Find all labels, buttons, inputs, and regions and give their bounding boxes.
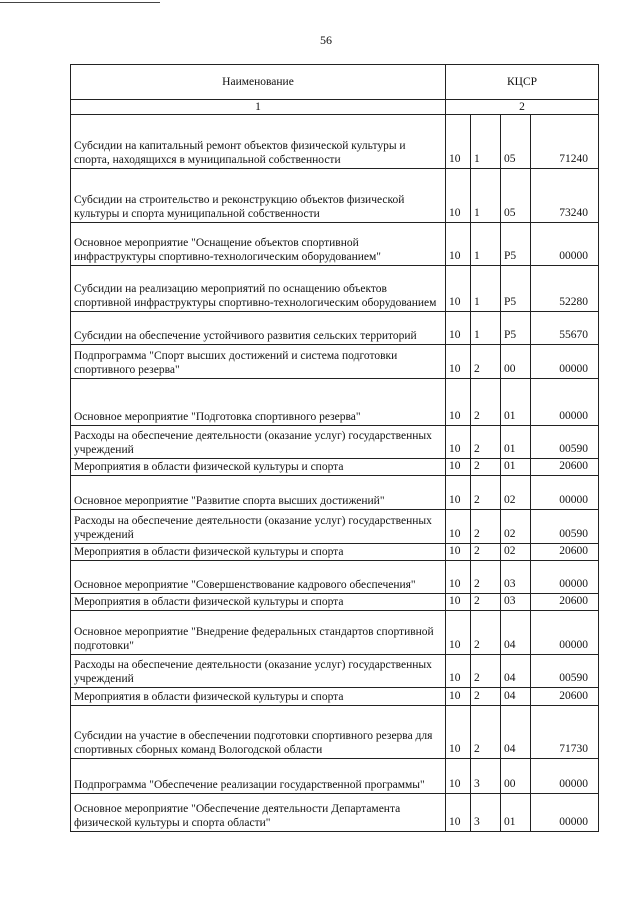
table-row: [71, 688, 599, 706]
row-gp: 10: [446, 561, 471, 594]
table-row: [71, 426, 599, 459]
table-row: [71, 510, 599, 544]
row-gp: 10: [446, 312, 471, 345]
row-pp: 2: [471, 476, 501, 510]
table-row: [71, 459, 599, 476]
row-om: 04: [501, 706, 531, 759]
table-row: [71, 759, 599, 794]
row-code: 71240: [531, 115, 599, 169]
row-om: 05: [501, 169, 531, 223]
table-row: [71, 594, 599, 611]
row-om: 01: [501, 794, 531, 832]
row-code: 71730: [531, 706, 599, 759]
row-name: Мероприятия в области физической культуры и спорта: [71, 544, 446, 561]
row-gp: 10: [446, 266, 471, 312]
row-name: Подпрограмма "Обеспечение реализации государственной программы": [71, 759, 446, 794]
row-code: 00000: [531, 223, 599, 266]
row-pp: 2: [471, 706, 501, 759]
row-gp: 10: [446, 223, 471, 266]
row-om: 01: [501, 459, 531, 476]
table-row: [71, 476, 599, 510]
row-pp: 2: [471, 655, 501, 688]
table-row: [71, 379, 599, 426]
header-col2: 2: [446, 100, 599, 115]
row-name: Подпрограмма "Спорт высших достижений и система подготовки спортивного резерва": [71, 345, 446, 379]
row-gp: 10: [446, 706, 471, 759]
row-gp: 10: [446, 426, 471, 459]
row-om: 02: [501, 476, 531, 510]
table-row: [71, 223, 599, 266]
budget-table: [70, 64, 599, 832]
table-row: [71, 655, 599, 688]
row-gp: 10: [446, 594, 471, 611]
table-row: [71, 706, 599, 759]
row-gp: 10: [446, 794, 471, 832]
row-pp: 3: [471, 759, 501, 794]
row-name: Субсидии на обеспечение устойчивого развития сельских территорий: [71, 312, 446, 345]
table-row: [71, 169, 599, 223]
header-kcsr: КЦСР: [446, 65, 599, 100]
row-code: 00000: [531, 759, 599, 794]
row-name: Основное мероприятие "Совершенствование кадрового обеспечения": [71, 561, 446, 594]
header-row: [71, 65, 599, 100]
row-code: 20600: [531, 594, 599, 611]
table-row: [71, 266, 599, 312]
row-name: Субсидии на капитальный ремонт объектов физической культуры и спорта, находящихся в муниципальной собственности: [71, 115, 446, 169]
row-name: Мероприятия в области физической культуры и спорта: [71, 688, 446, 706]
row-gp: 10: [446, 345, 471, 379]
row-code: 20600: [531, 544, 599, 561]
row-name: Субсидии на участие в обеспечении подготовки спортивного резерва для спортивных сборных команд Вологодской области: [71, 706, 446, 759]
row-gp: 10: [446, 655, 471, 688]
row-pp: 1: [471, 312, 501, 345]
header-number-row: [71, 100, 599, 115]
row-om: Р5: [501, 223, 531, 266]
row-name: Расходы на обеспечение деятельности (оказание услуг) государственных учреждений: [71, 426, 446, 459]
row-gp: 10: [446, 459, 471, 476]
row-gp: 10: [446, 379, 471, 426]
row-code: 55670: [531, 312, 599, 345]
page-number: 56: [320, 33, 332, 47]
row-name: Расходы на обеспечение деятельности (оказание услуг) государственных учреждений: [71, 655, 446, 688]
row-code: 00000: [531, 379, 599, 426]
row-om: 04: [501, 655, 531, 688]
row-om: Р5: [501, 312, 531, 345]
row-name: Мероприятия в области физической культуры и спорта: [71, 594, 446, 611]
row-code: 52280: [531, 266, 599, 312]
row-gp: 10: [446, 115, 471, 169]
table-row: [71, 561, 599, 594]
row-om: 04: [501, 688, 531, 706]
table-row: [71, 345, 599, 379]
table-row: [71, 312, 599, 345]
row-gp: 10: [446, 688, 471, 706]
row-gp: 10: [446, 544, 471, 561]
table-row: [71, 544, 599, 561]
row-name: Субсидии на строительство и реконструкцию объектов физической культуры и спорта муниципальной собственности: [71, 169, 446, 223]
row-om: 03: [501, 594, 531, 611]
row-pp: 2: [471, 426, 501, 459]
row-name: Основное мероприятие "Развитие спорта высших достижений": [71, 476, 446, 510]
row-code: 73240: [531, 169, 599, 223]
row-code: 00590: [531, 510, 599, 544]
row-pp: 2: [471, 345, 501, 379]
row-gp: 10: [446, 510, 471, 544]
row-gp: 10: [446, 476, 471, 510]
row-pp: 2: [471, 594, 501, 611]
row-pp: 1: [471, 169, 501, 223]
row-pp: 1: [471, 115, 501, 169]
row-name: Основное мероприятие "Оснащение объектов спортивной инфраструктуры спортивно-технологическим оборудованием": [71, 223, 446, 266]
row-name: Мероприятия в области физической культуры и спорта: [71, 459, 446, 476]
row-code: 20600: [531, 688, 599, 706]
top-rule: [0, 2, 160, 3]
row-pp: 2: [471, 688, 501, 706]
row-pp: 2: [471, 561, 501, 594]
row-om: 05: [501, 115, 531, 169]
row-om: 02: [501, 544, 531, 561]
table-row: [71, 611, 599, 655]
row-pp: 2: [471, 544, 501, 561]
row-om: 00: [501, 759, 531, 794]
row-om: 01: [501, 426, 531, 459]
row-code: 00000: [531, 794, 599, 832]
row-om: 03: [501, 561, 531, 594]
row-code: 00000: [531, 476, 599, 510]
row-code: 20600: [531, 459, 599, 476]
row-name: Основное мероприятие "Внедрение федеральных стандартов спортивной подготовки": [71, 611, 446, 655]
row-om: 00: [501, 345, 531, 379]
row-name: Субсидии на реализацию мероприятий по оснащению объектов спортивной инфраструктуры спортивно-технологическим оборудованием: [71, 266, 446, 312]
row-om: 02: [501, 510, 531, 544]
row-gp: 10: [446, 759, 471, 794]
row-gp: 10: [446, 169, 471, 223]
row-om: Р5: [501, 266, 531, 312]
row-pp: 2: [471, 379, 501, 426]
row-code: 00590: [531, 426, 599, 459]
row-name: Основное мероприятие "Подготовка спортивного резерва": [71, 379, 446, 426]
row-code: 00000: [531, 611, 599, 655]
row-code: 00590: [531, 655, 599, 688]
row-code: 00000: [531, 345, 599, 379]
row-pp: 2: [471, 611, 501, 655]
row-pp: 1: [471, 223, 501, 266]
row-pp: 3: [471, 794, 501, 832]
row-pp: 1: [471, 266, 501, 312]
table-row: [71, 794, 599, 832]
row-pp: 2: [471, 459, 501, 476]
row-name: Основное мероприятие "Обеспечение деятельности Департамента физической культуры и спорта области": [71, 794, 446, 832]
table-row: [71, 115, 599, 169]
row-om: 01: [501, 379, 531, 426]
row-gp: 10: [446, 611, 471, 655]
header-name: Наименование: [71, 65, 446, 100]
row-name: Расходы на обеспечение деятельности (оказание услуг) государственных учреждений: [71, 510, 446, 544]
row-om: 04: [501, 611, 531, 655]
header-col1: 1: [71, 100, 446, 115]
row-code: 00000: [531, 561, 599, 594]
row-pp: 2: [471, 510, 501, 544]
